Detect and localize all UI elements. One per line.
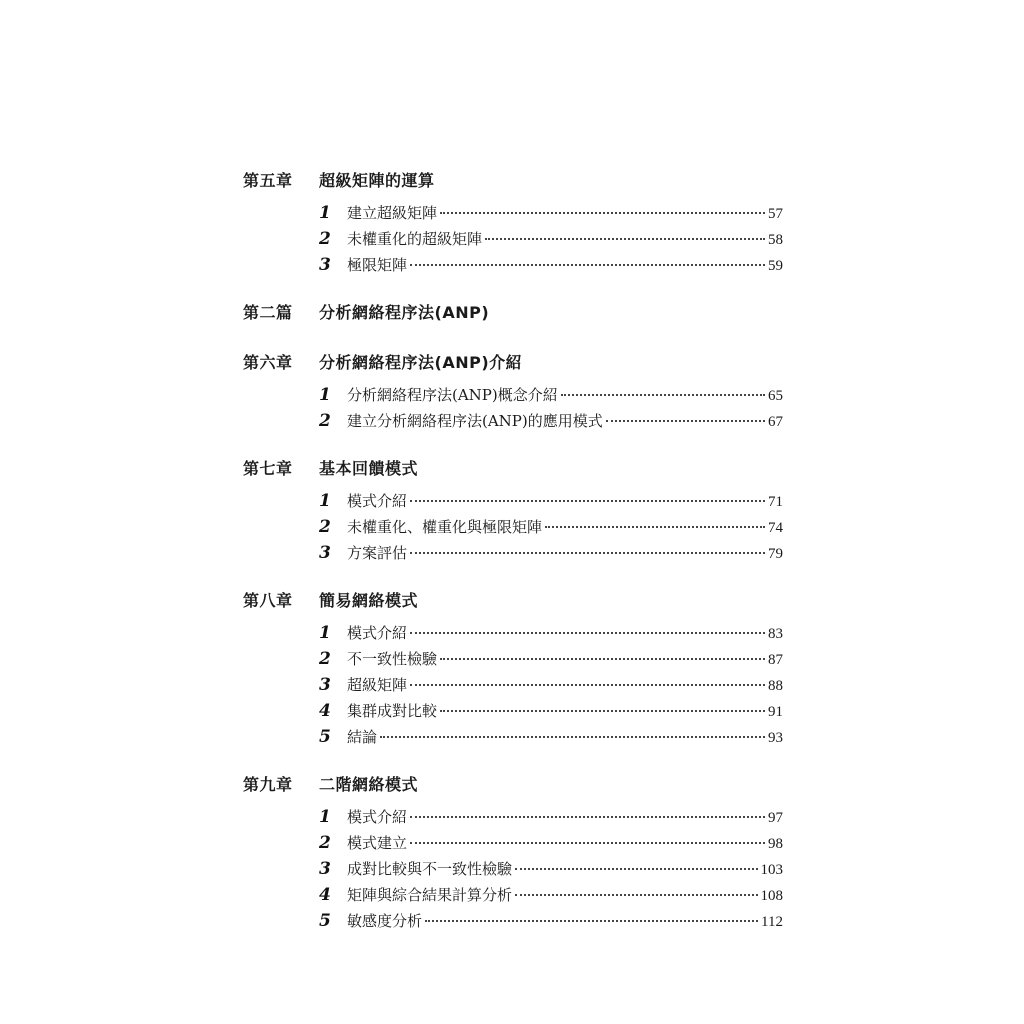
entry-title: 方案評估 — [347, 544, 408, 562]
entry-page-number: 88 — [768, 678, 783, 694]
entry-page-number: 87 — [768, 652, 783, 668]
entry-number: 3 — [319, 255, 331, 275]
entry-title: 超級矩陣 — [347, 676, 408, 694]
dot-leader — [410, 842, 765, 844]
entry-title: 結論 — [347, 728, 378, 746]
chapter-title: 簡易網絡模式 — [319, 591, 419, 610]
entry-page-number: 79 — [768, 546, 783, 562]
toc-entry[interactable] — [319, 228, 783, 254]
entry-number: 3 — [319, 543, 331, 563]
chapter-title: 超級矩陣的運算 — [319, 171, 435, 190]
entry-title: 建立超級矩陣 — [347, 204, 438, 222]
toc-entry[interactable] — [319, 254, 783, 280]
entry-number: 2 — [319, 517, 331, 537]
chapter-heading — [243, 168, 783, 198]
entry-page-number: 97 — [768, 810, 783, 826]
entry-number: 2 — [319, 649, 331, 669]
entry-page-number: 83 — [768, 626, 783, 642]
chapter-heading — [243, 350, 783, 380]
entry-number: 2 — [319, 833, 331, 853]
entry-title: 模式介紹 — [347, 624, 408, 642]
chapter-label: 第八章 — [243, 591, 293, 610]
entry-number: 4 — [319, 701, 331, 721]
entry-number: 1 — [319, 203, 331, 223]
dot-leader — [440, 710, 765, 712]
toc-entry[interactable] — [319, 884, 783, 910]
dot-leader — [440, 658, 765, 660]
toc-entry[interactable] — [319, 700, 783, 726]
chapter-heading — [243, 456, 783, 486]
chapter-label: 第五章 — [243, 171, 293, 190]
entry-page-number: 103 — [760, 862, 783, 878]
entry-list — [243, 806, 783, 936]
dot-leader — [425, 920, 758, 922]
toc-entry[interactable] — [319, 726, 783, 752]
toc-entry[interactable] — [319, 516, 783, 542]
entry-number: 3 — [319, 859, 331, 879]
toc-entry[interactable] — [319, 910, 783, 936]
entry-page-number: 98 — [768, 836, 783, 852]
toc-entry[interactable] — [319, 806, 783, 832]
table-of-contents — [243, 168, 783, 956]
entry-title: 極限矩陣 — [347, 256, 408, 274]
dot-leader — [515, 868, 757, 870]
chapter-heading — [243, 588, 783, 618]
chapter-label: 第七章 — [243, 459, 293, 478]
dot-leader — [440, 212, 765, 214]
toc-section — [243, 456, 783, 568]
entry-page-number: 93 — [768, 730, 783, 746]
entry-title: 成對比較與不一致性檢驗 — [347, 860, 513, 878]
entry-page-number: 112 — [761, 914, 783, 930]
chapter-title: 分析網絡程序法(ANP)介紹 — [319, 353, 523, 372]
chapter-title: 二階網絡模式 — [319, 775, 419, 794]
entry-number: 4 — [319, 885, 331, 905]
entry-title: 矩陣與綜合結果計算分析 — [347, 886, 513, 904]
entry-number: 5 — [319, 911, 331, 931]
entry-number: 1 — [319, 491, 331, 511]
entry-title: 模式介紹 — [347, 808, 408, 826]
entry-page-number: 71 — [768, 494, 783, 510]
entry-number: 3 — [319, 675, 331, 695]
entry-page-number: 58 — [768, 232, 783, 248]
chapter-heading — [243, 300, 783, 330]
toc-entry[interactable] — [319, 202, 783, 228]
dot-leader — [410, 552, 765, 554]
entry-list — [243, 202, 783, 280]
entry-title: 不一致性檢驗 — [347, 650, 438, 668]
chapter-label: 第六章 — [243, 353, 293, 372]
entry-title: 敏感度分析 — [347, 912, 423, 930]
entry-page-number: 59 — [768, 258, 783, 274]
dot-leader — [515, 894, 757, 896]
entry-title: 模式建立 — [347, 834, 408, 852]
toc-entry[interactable] — [319, 674, 783, 700]
entry-page-number: 74 — [768, 520, 783, 536]
chapter-title: 基本回饋模式 — [319, 459, 419, 478]
entry-title: 模式介紹 — [347, 492, 408, 510]
toc-entry[interactable] — [319, 384, 783, 410]
entry-page-number: 91 — [768, 704, 783, 720]
entry-page-number: 67 — [768, 414, 783, 430]
dot-leader — [485, 238, 765, 240]
toc-entry[interactable] — [319, 648, 783, 674]
toc-entry[interactable] — [319, 490, 783, 516]
chapter-label: 第二篇 — [243, 303, 293, 322]
entry-page-number: 108 — [760, 888, 783, 904]
dot-leader — [410, 684, 765, 686]
toc-entry[interactable] — [319, 832, 783, 858]
entry-title: 集群成對比較 — [347, 702, 438, 720]
toc-section — [243, 300, 783, 330]
toc-section — [243, 588, 783, 752]
toc-entry[interactable] — [319, 858, 783, 884]
entry-list — [243, 384, 783, 436]
chapter-title: 分析網絡程序法(ANP) — [319, 303, 490, 322]
toc-section — [243, 772, 783, 936]
toc-entry[interactable] — [319, 410, 783, 436]
toc-entry[interactable] — [319, 542, 783, 568]
dot-leader — [410, 500, 765, 502]
entry-title: 未權重化、權重化與極限矩陣 — [347, 518, 543, 536]
dot-leader — [606, 420, 765, 422]
dot-leader — [410, 632, 765, 634]
entry-number: 2 — [319, 229, 331, 249]
entry-list — [243, 622, 783, 752]
entry-number: 2 — [319, 411, 331, 431]
entry-number: 1 — [319, 807, 331, 827]
entry-title: 分析網絡程序法(ANP)概念介紹 — [347, 386, 558, 404]
entry-number: 5 — [319, 727, 331, 747]
entry-page-number: 57 — [768, 206, 783, 222]
dot-leader — [561, 394, 765, 396]
dot-leader — [410, 264, 765, 266]
dot-leader — [410, 816, 765, 818]
toc-section — [243, 168, 783, 280]
entry-number: 1 — [319, 623, 331, 643]
toc-section — [243, 350, 783, 436]
entry-page-number: 65 — [768, 388, 783, 404]
dot-leader — [545, 526, 765, 528]
toc-entry[interactable] — [319, 622, 783, 648]
entry-number: 1 — [319, 385, 331, 405]
entry-title: 建立分析網絡程序法(ANP)的應用模式 — [347, 412, 603, 430]
chapter-label: 第九章 — [243, 775, 293, 794]
chapter-heading — [243, 772, 783, 802]
entry-list — [243, 490, 783, 568]
entry-title: 未權重化的超級矩陣 — [347, 230, 483, 248]
dot-leader — [380, 736, 765, 738]
